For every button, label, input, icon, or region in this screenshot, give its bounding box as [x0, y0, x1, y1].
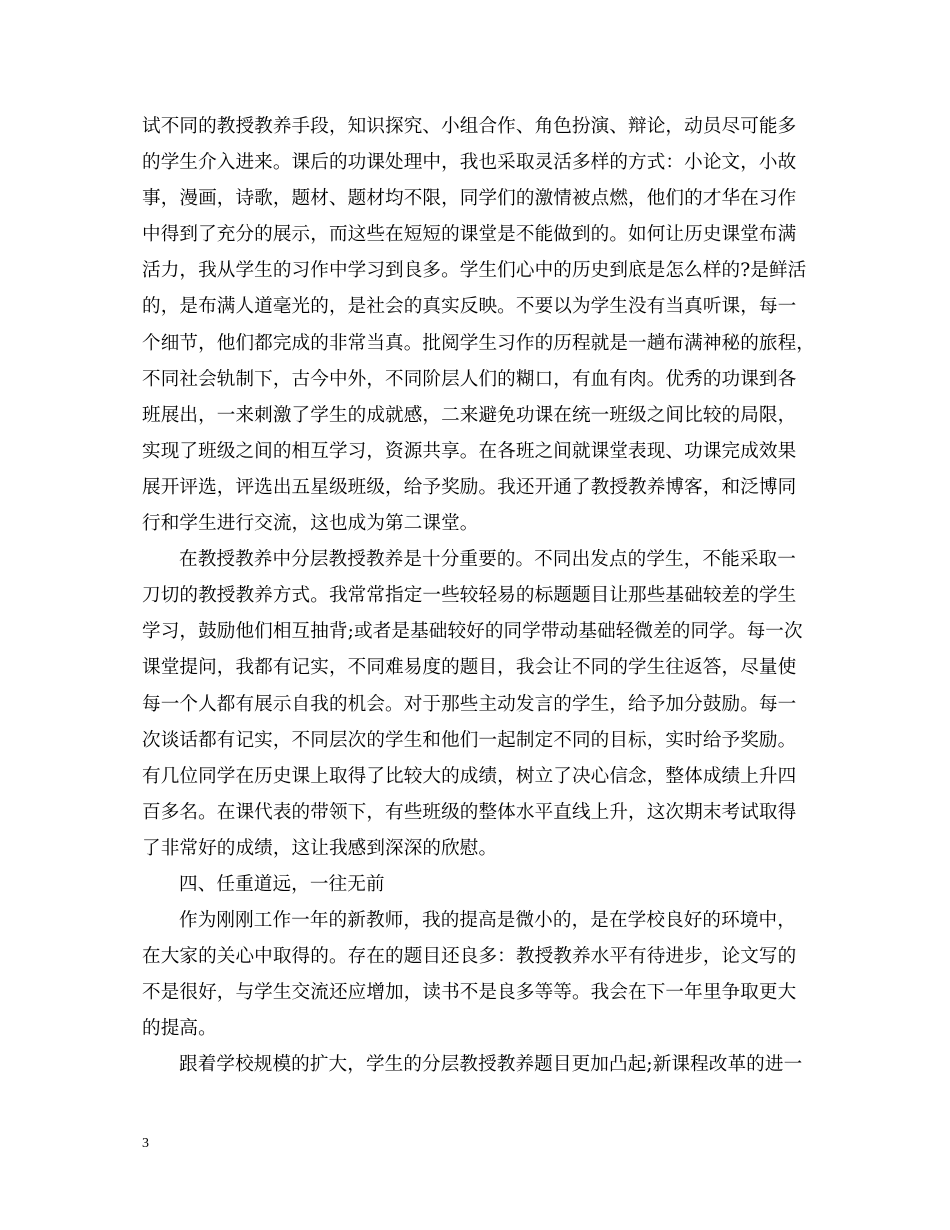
- text-line: 每一个人都有展示自我的机会。对于那些主动发言的学生，给予加分鼓励。每一: [142, 693, 797, 715]
- text-line: 课堂提问，我都有记实，不同难易度的题目，我会让不同的学生往返答，尽量使: [142, 657, 797, 679]
- text-line: 个细节，他们都完成的非常当真。批阅学生习作的历程就是一趟布满神秘的旅程，: [142, 332, 815, 354]
- text-line: 不同社会轨制下，古今中外，不同阶层人们的糊口，有血有肉。优秀的功课到各: [142, 368, 797, 390]
- text-line: 的，是布满人道毫光的，是社会的真实反映。不要以为学生没有当真听课，每一: [142, 296, 797, 318]
- text-line: 行和学生进行交流，这也成为第二课堂。: [142, 513, 479, 535]
- page-number: 3: [142, 1136, 149, 1151]
- text-line: 有几位同学在历史课上取得了比较大的成绩，树立了决心信念，整体成绩上升四: [142, 765, 797, 787]
- text-line: 试不同的教授教养手段，知识探究、小组合作、角色扮演、辩论，动员尽可能多: [142, 116, 797, 137]
- text-line: 事，漫画，诗歌，题材、题材均不限，同学们的激情被点燃，他们的才华在习作: [142, 188, 797, 210]
- text-line: 班展出，一来刺激了学生的成就感，二来避免功课在统一班级之间比较的局限，: [142, 404, 797, 426]
- paragraph-start-line: 作为刚刚工作一年的新教师，我的提高是微小的，是在学校良好的环境中，: [179, 910, 796, 932]
- text-line: 在大家的关心中取得的。存在的题目还良多：教授教养水平有待进步，论文写的: [142, 946, 797, 968]
- text-line: 活力，我从学生的习作中学习到良多。学生们心中的历史到底是怎么样的?是鲜活: [142, 260, 807, 282]
- text-line: 了非常好的成绩，这让我感到深深的欣慰。: [142, 837, 498, 859]
- text-line: 百多名。在课代表的带领下，有些班级的整体水平直线上升，这次期末考试取得: [142, 801, 797, 823]
- text-line: 学习，鼓励他们相互抽背;或者是基础较好的同学带动基础轻微差的同学。每一次: [142, 621, 803, 643]
- text-line: 实现了班级之间的相互学习，资源共享。在各班之间就课堂表现、功课完成效果: [142, 440, 797, 462]
- document-body: [142, 109, 822, 1084]
- text-line: 展开评选，评选出五星级班级，给予奖励。我还开通了教授教养博客，和泛博同: [142, 476, 797, 498]
- paragraph-start-line: 在教授教养中分层教授教养是十分重要的。不同出发点的学生，不能采取一: [179, 549, 796, 571]
- paragraph-start-line: 跟着学校规模的扩大，学生的分层教授教养题目更加凸起;新课程改革的进一: [179, 1054, 803, 1076]
- text-line: 中得到了充分的展示，而这些在短短的课堂是不能做到的。如何让历史课堂布满: [142, 224, 797, 246]
- text-line: 的提高。: [142, 1018, 217, 1040]
- text-line: 次谈话都有记实，不同层次的学生和他们一起制定不同的目标，实时给予奖励。: [142, 729, 797, 751]
- text-line: 的学生介入进来。课后的功课处理中，我也采取灵活多样的方式：小论文，小故: [142, 152, 797, 174]
- text-line: 不是很好，与学生交流还应增加，读书不是良多等等。我会在下一年里争取更大: [142, 982, 797, 1004]
- text-line: 刀切的教授教养方式。我常常指定一些较轻易的标题题目让那些基础较差的学生: [142, 585, 797, 607]
- section-heading: 四、任重道远，一往无前: [179, 873, 385, 895]
